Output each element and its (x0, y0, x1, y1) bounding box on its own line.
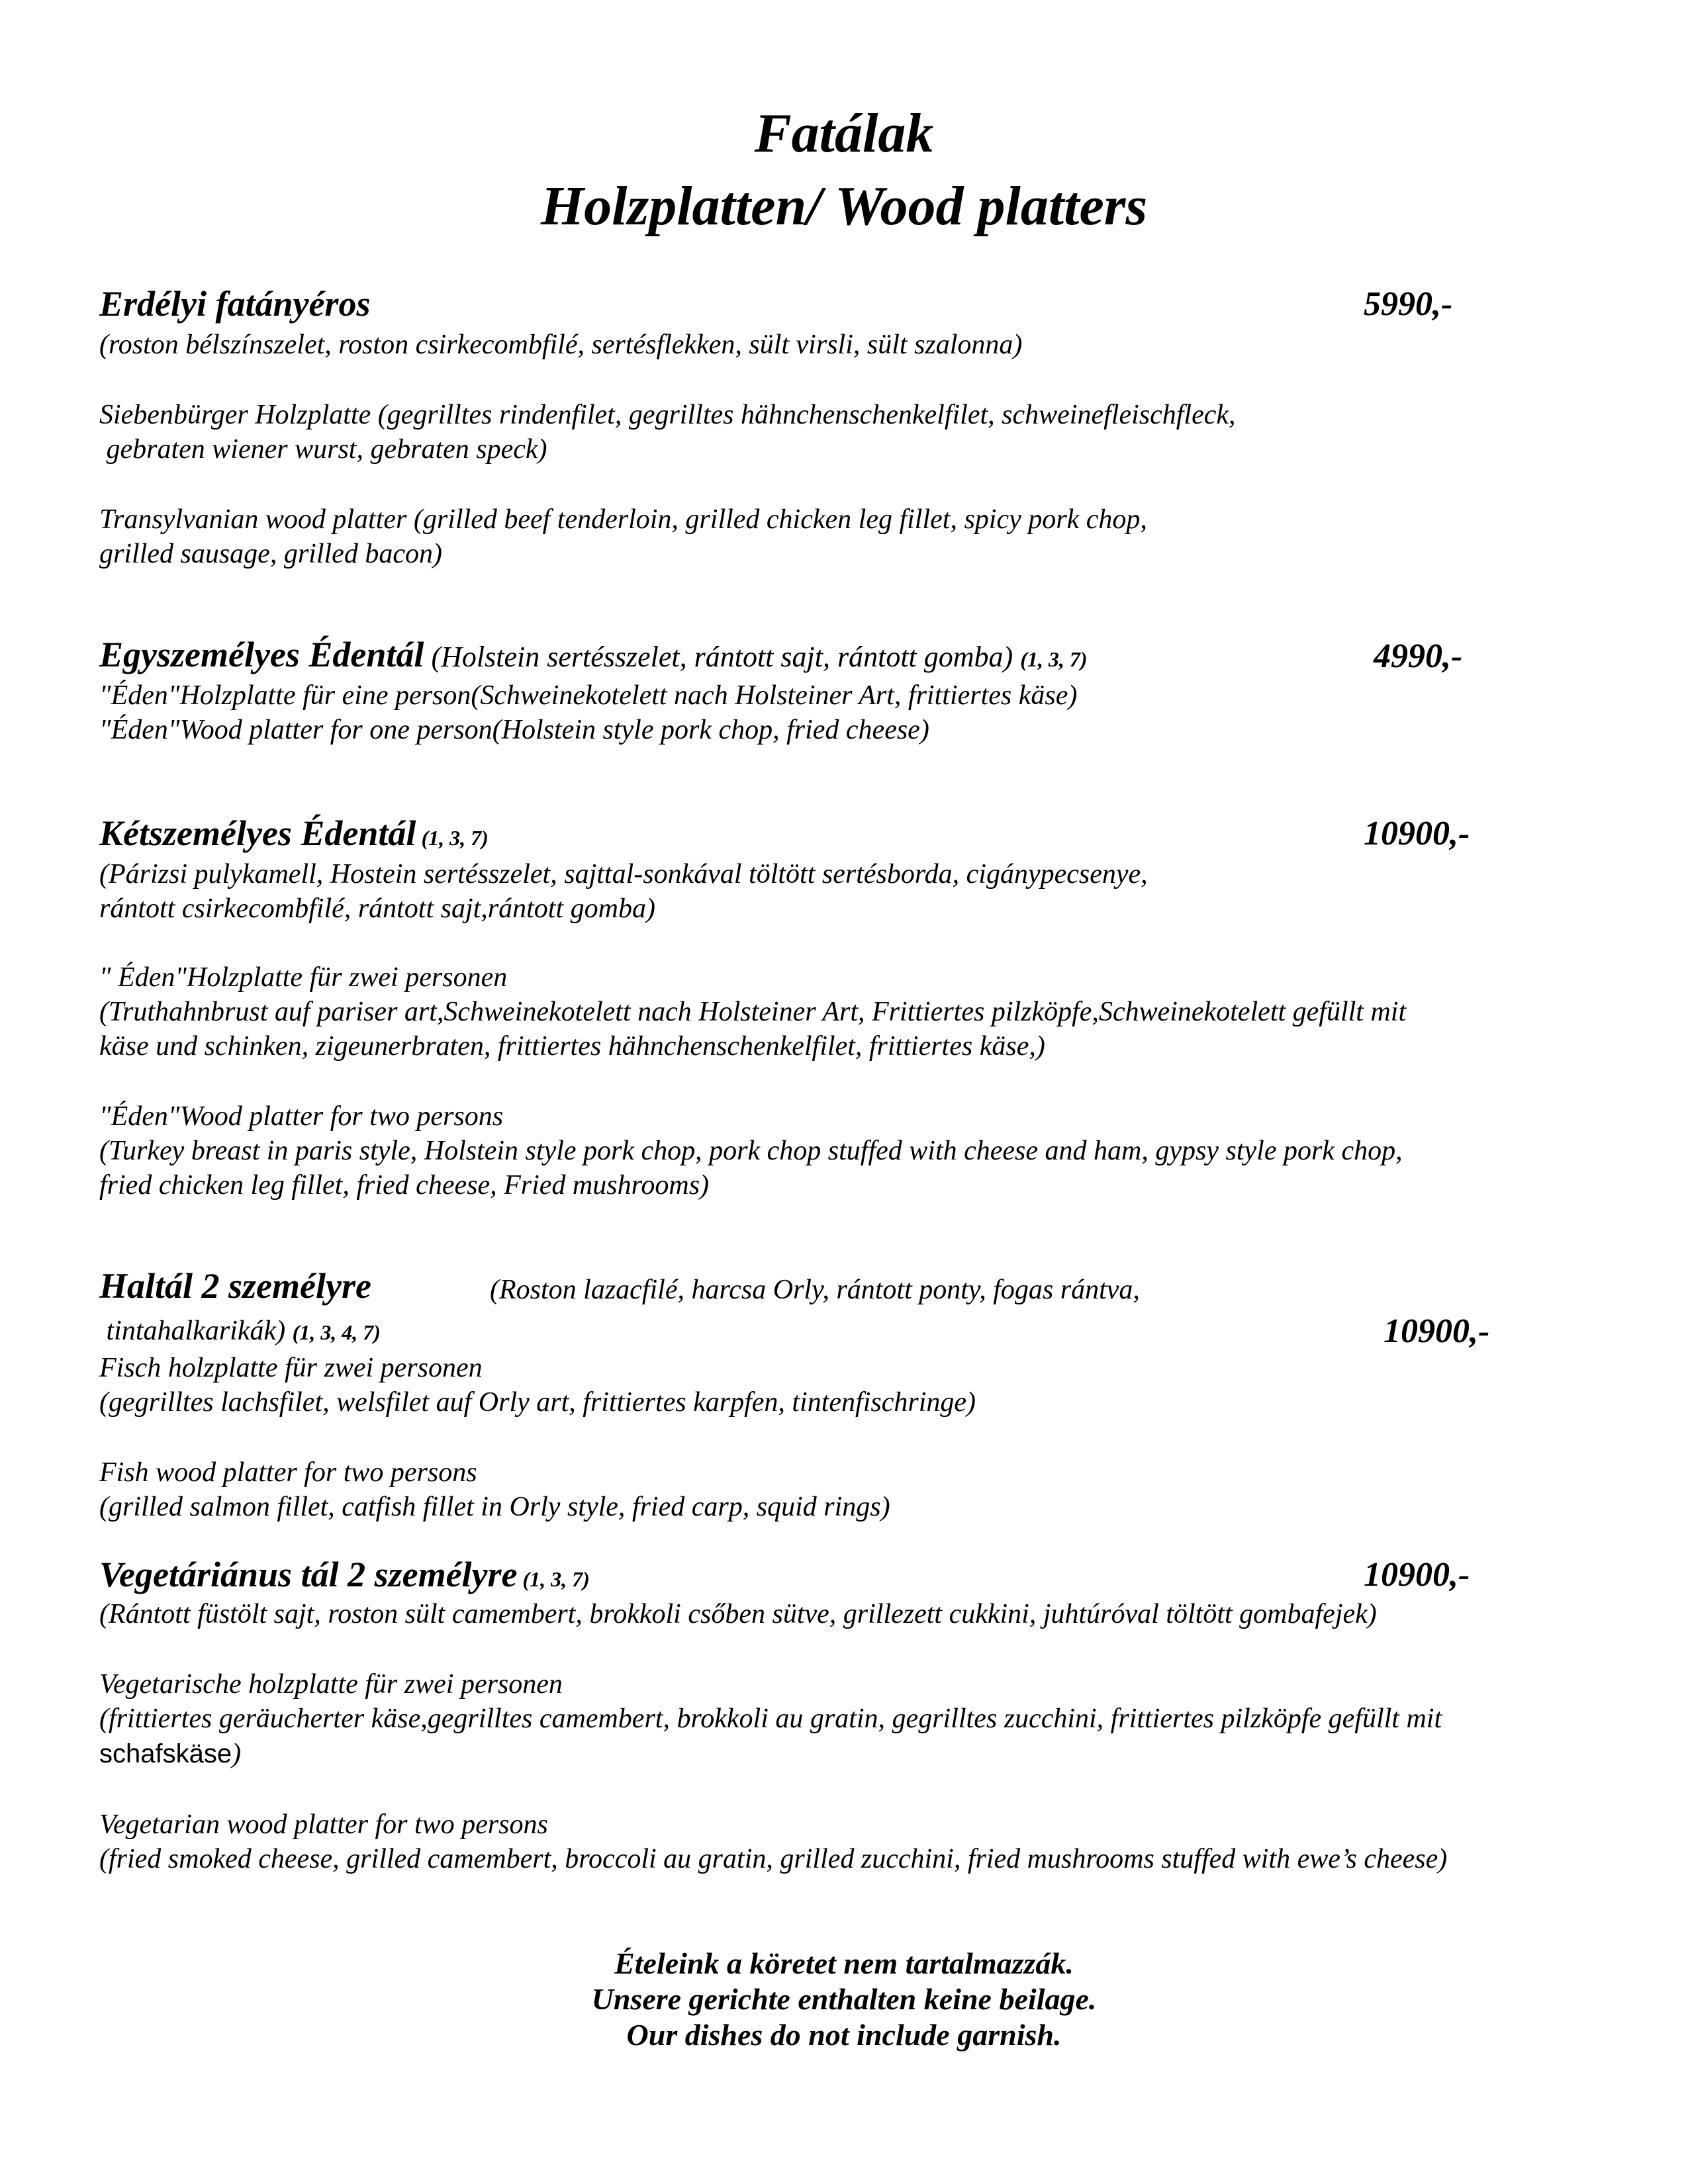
item-name: Erdélyi fatányéros (99, 284, 371, 324)
garnish-note-de: Unsere gerichte enthalten keine beilage. (591, 1982, 1097, 2016)
item-desc-hu: (roston bélszínszelet, roston csirkecombfilé, sertésflekken, sült virsli, sült szalonna) (99, 330, 1023, 360)
item-desc-de-cont-paren: ) (232, 1739, 242, 1769)
item-desc-de: (gegrilltes lachsfilet, welsfilet auf Orly art, frittiertes karpfen, tintenfischringe) (99, 1387, 976, 1418)
item-desc-en: Transylvanian wood platter (grilled beef tenderloin, grilled chicken leg fillet, spicy pork chop, (99, 504, 1147, 535)
item-desc-en-cont: fried chicken leg fillet, fried cheese, Fried mushrooms) (99, 1170, 710, 1201)
item-desc-hu: (Párizsi pulykamell, Hostein sertésszelet, sajttal-sonkával töltött sertésborda, cigánypecsenye, (99, 859, 1148, 889)
item-allergens: (1, 3, 7) (416, 826, 489, 850)
item-price: 10900,- (1383, 1312, 1490, 1350)
item-desc-de: (frittiertes geräucherter käse,gegrilltes camembert, brokkoli au gratin, gegrilltes zucchini, frittiertes pilzköpfe gefüllt mit (99, 1704, 1442, 1734)
item-desc-de-cont-line (99, 1739, 241, 1769)
item-heading-line (99, 815, 489, 851)
item-desc-de: "Éden"Holzplatte für eine person(Schweinekotelett nach Holsteiner Art, frittiertes käse) (99, 680, 1078, 711)
item-desc-de-title: " Éden"Holzplatte für zwei personen (99, 962, 508, 993)
item-desc-de: (Truthahnbrust auf pariser art,Schweinekotelett nach Holsteiner Art, Frittiertes pilzköpfe,Schweinekotelett gefüllt mit (99, 997, 1407, 1027)
item-desc-en: (grilled salmon fillet, catfish fillet in Orly style, fried carp, squid rings) (99, 1492, 890, 1522)
item-name: Haltál 2 személyre (99, 1266, 371, 1306)
item-desc-de-cont: gebraten wiener wurst, gebraten speck) (99, 434, 547, 465)
item-desc-hu-cont-line (99, 1317, 381, 1345)
item-price: 10900,- (1364, 815, 1470, 852)
item-desc-en: (fried smoked cheese, grilled camembert, broccoli au gratin, grilled zucchini, fried mushrooms stuffed with ewe’s cheese) (99, 1844, 1448, 1874)
item-heading-line (99, 1557, 590, 1592)
item-desc-hu: (Roston lazacfilé, harcsa Orly, rántott ponty, fogas rántva, (490, 1275, 1140, 1305)
item-desc-de-cont: schafskäse (99, 1739, 232, 1768)
item-price: 5990,- (1364, 285, 1453, 323)
garnish-note-hu: Ételeink a köretet nem tartalmazzák. (614, 1946, 1074, 1980)
item-desc-hu-cont: tintahalkarikák) (99, 1316, 293, 1346)
item-name: Egyszemélyes Édentál (99, 635, 424, 674)
item-desc-en-cont: grilled sausage, grilled bacon) (99, 539, 442, 569)
item-desc-de-title: Vegetarische holzplatte für zwei personen (99, 1669, 563, 1700)
item-desc-de-title: Fisch holzplatte für zwei personen (99, 1353, 483, 1383)
item-desc-hu: (Rántott füstölt sajt, roston sült camembert, brokkoli csőben sütve, grillezett cukkini, juhtúróval töltött gombafejek) (99, 1599, 1377, 1629)
item-desc-hu: (Holstein sertésszelet, rántott sajt, rántott gomba) (424, 641, 1021, 673)
item-desc-en: (Turkey breast in paris style, Holstein style pork chop, pork chop stuffed with cheese and ham, gypsy style pork chop, (99, 1136, 1403, 1166)
item-desc-de-cont: käse und schinken, zigeunerbraten, frittiertes hähnchenschenkelfilet, frittiertes käse,) (99, 1031, 1045, 1062)
item-name: Kétszemélyes Édentál (99, 813, 416, 853)
garnish-note-en: Our dishes do not include garnish. (626, 2018, 1062, 2052)
item-price: 4990,- (1374, 637, 1463, 675)
item-desc-en: "Éden"Wood platter for one person(Holstein style pork chop, fried cheese) (99, 715, 929, 745)
item-price: 10900,- (1364, 1556, 1470, 1594)
item-desc-en-title: Fish wood platter for two persons (99, 1457, 477, 1488)
page-subtitle: Holzplatten/ Wood platters (540, 175, 1148, 237)
item-desc-de: Siebenbürger Holzplatte (gegrilltes rindenfilet, gegrilltes hähnchenschenkelfilet, schweinefleischfleck, (99, 400, 1236, 430)
item-desc-en-title: Vegetarian wood platter for two persons (99, 1809, 548, 1840)
item-heading-line (99, 637, 1088, 672)
item-name: Vegetáriánus tál 2 személyre (99, 1555, 518, 1594)
item-desc-hu-cont: rántott csirkecombfilé, rántott sajt,rántott gomba) (99, 893, 655, 924)
item-allergens: (1, 3, 7) (1020, 647, 1088, 671)
page-title: Fatálak (754, 103, 934, 164)
item-allergens: (1, 3, 7) (517, 1567, 590, 1591)
item-allergens: (1, 3, 4, 7) (292, 1320, 381, 1344)
item-desc-en-title: "Éden"Wood platter for two persons (99, 1101, 504, 1132)
